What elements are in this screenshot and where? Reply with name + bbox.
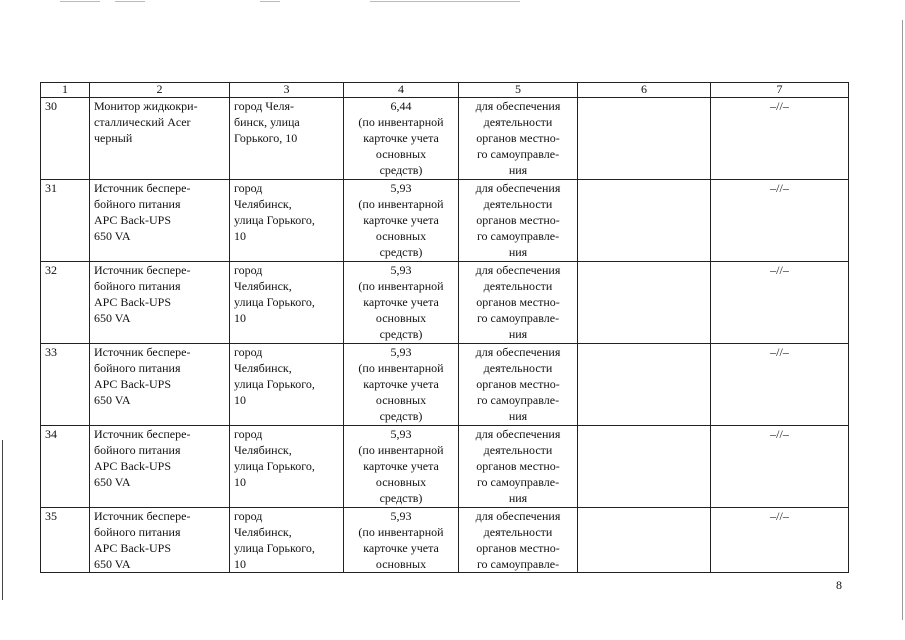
- cell-line: APC Back-UPS: [94, 459, 172, 473]
- cell-line: карточке учета: [363, 377, 439, 391]
- cell-line: (по инвентарной: [358, 115, 444, 129]
- cell-line: 650 VA: [94, 557, 131, 571]
- cell-text: 32: [45, 263, 57, 277]
- cell-line: 10: [234, 475, 246, 489]
- cell-line: 10: [234, 393, 246, 407]
- cell-line: бойного питания: [94, 361, 181, 375]
- column-header-2: 2: [90, 83, 230, 98]
- cell-line: улица Горького,: [234, 295, 315, 309]
- item-column-6-cell: [578, 180, 711, 262]
- item-number-cell: [41, 180, 90, 262]
- cell-line: 650 VA: [94, 229, 131, 243]
- item-purpose-cell: [459, 98, 578, 180]
- cell-line: средств): [379, 327, 423, 341]
- item-number-cell: [41, 98, 90, 180]
- cell-line: деятельности: [483, 443, 553, 457]
- cell-line: го самоуправле-: [476, 229, 560, 243]
- item-cost-cell: [344, 426, 459, 508]
- cell-line: ния: [508, 245, 528, 259]
- cell-line: 5,93: [390, 427, 412, 441]
- cell-line: карточке учета: [363, 131, 439, 145]
- item-column-6-cell: [578, 98, 711, 180]
- cell-line: деятельности: [483, 197, 553, 211]
- cell-line: Источник беспере-: [94, 263, 191, 277]
- cell-line: для обеспечения: [475, 99, 561, 113]
- cell-line: черный: [94, 131, 133, 145]
- cell-line: город Челя-: [234, 99, 295, 113]
- item-cost-cell: [344, 180, 459, 262]
- cell-line: ния: [508, 163, 528, 177]
- cell-line: 5,93: [390, 509, 412, 523]
- cell-line: 650 VA: [94, 393, 131, 407]
- table-row: [41, 344, 849, 426]
- cell-line: органов местно-: [476, 295, 560, 309]
- item-purpose-cell: [459, 344, 578, 426]
- cell-line: для обеспечения: [475, 345, 561, 359]
- item-name-cell: [90, 262, 230, 344]
- cell-line: для обеспечения: [475, 181, 561, 195]
- item-address-cell: [230, 98, 344, 180]
- cell-line: деятельности: [483, 361, 553, 375]
- item-purpose-cell: [459, 180, 578, 262]
- cell-line: основных: [375, 393, 427, 407]
- cell-line: для обеспечения: [475, 263, 561, 277]
- cell-line: бойного питания: [94, 279, 181, 293]
- item-address-cell: [230, 508, 344, 573]
- cell-line: органов местно-: [476, 377, 560, 391]
- cell-line: ния: [508, 409, 528, 423]
- cell-line: 5,93: [390, 263, 412, 277]
- scan-artifact-right-edge: [902, 20, 903, 620]
- cell-line: основных: [375, 311, 427, 325]
- column-header-7: 7: [711, 83, 849, 98]
- item-note-cell: [711, 344, 849, 426]
- cell-line: органов местно-: [476, 541, 560, 555]
- cell-line: 10: [234, 229, 246, 243]
- cell-line: средств): [379, 409, 423, 423]
- cell-line: карточке учета: [363, 541, 439, 555]
- cell-line: го самоуправле-: [476, 311, 560, 325]
- cell-text: 31: [45, 181, 57, 195]
- scan-artifact-top: [0, 0, 905, 4]
- cell-line: Источник беспере-: [94, 345, 191, 359]
- item-cost-cell: [344, 98, 459, 180]
- scan-artifact-left-edge: [2, 440, 3, 600]
- cell-line: основных: [375, 229, 427, 243]
- cell-line: бойного питания: [94, 443, 181, 457]
- cell-line: го самоуправле-: [476, 393, 560, 407]
- cell-line: Горького, 10: [234, 131, 298, 145]
- item-number-cell: [41, 344, 90, 426]
- table-row: [41, 180, 849, 262]
- cell-line: 650 VA: [94, 311, 131, 325]
- item-address-cell: [230, 262, 344, 344]
- cell-line: основных: [375, 557, 427, 571]
- cell-line: APC Back-UPS: [94, 377, 172, 391]
- item-purpose-cell: [459, 426, 578, 508]
- cell-line: APC Back-UPS: [94, 541, 172, 555]
- item-number-cell: [41, 426, 90, 508]
- cell-line: органов местно-: [476, 459, 560, 473]
- item-purpose-cell: [459, 262, 578, 344]
- cell-text: 33: [45, 345, 57, 359]
- cell-line: для обеспечения: [475, 509, 561, 523]
- cell-text: –//–: [770, 181, 789, 195]
- cell-line: Челябинск,: [234, 525, 292, 539]
- cell-line: (по инвентарной: [358, 443, 444, 457]
- column-header-3: 3: [230, 83, 344, 98]
- cell-line: органов местно-: [476, 131, 560, 145]
- cell-text: –//–: [770, 427, 789, 441]
- cell-line: для обеспечения: [475, 427, 561, 441]
- cell-line: Челябинск,: [234, 279, 292, 293]
- cell-text: –//–: [770, 345, 789, 359]
- cell-line: деятельности: [483, 279, 553, 293]
- table-row: [41, 426, 849, 508]
- item-address-cell: [230, 344, 344, 426]
- cell-line: (по инвентарной: [358, 361, 444, 375]
- cell-line: сталлический Acer: [94, 115, 191, 129]
- item-number-cell: [41, 508, 90, 573]
- cell-line: го самоуправле-: [476, 475, 560, 489]
- item-cost-cell: [344, 262, 459, 344]
- page-number: 8: [836, 578, 842, 592]
- item-note-cell: [711, 262, 849, 344]
- cell-line: Источник беспере-: [94, 509, 191, 523]
- cell-line: APC Back-UPS: [94, 295, 172, 309]
- table-row: [41, 98, 849, 180]
- item-name-cell: [90, 180, 230, 262]
- cell-line: (по инвентарной: [358, 525, 444, 539]
- inventory-table: [40, 82, 849, 573]
- cell-text: –//–: [770, 509, 789, 523]
- item-name-cell: [90, 98, 230, 180]
- item-cost-cell: [344, 344, 459, 426]
- item-cost-cell: [344, 508, 459, 573]
- cell-text: 34: [45, 427, 57, 441]
- cell-line: средств): [379, 163, 423, 177]
- cell-line: Челябинск,: [234, 197, 292, 211]
- cell-line: улица Горького,: [234, 541, 315, 555]
- cell-line: 5,93: [390, 345, 412, 359]
- cell-text: 35: [45, 509, 57, 523]
- item-number-cell: [41, 262, 90, 344]
- item-name-cell: [90, 426, 230, 508]
- cell-line: Источник беспере-: [94, 427, 191, 441]
- cell-line: (по инвентарной: [358, 197, 444, 211]
- cell-line: город: [234, 345, 263, 359]
- cell-line: 10: [234, 311, 246, 325]
- item-note-cell: [711, 426, 849, 508]
- cell-line: 6,44: [390, 99, 412, 113]
- cell-line: 10: [234, 557, 246, 571]
- cell-line: основных: [375, 475, 427, 489]
- cell-line: улица Горького,: [234, 213, 315, 227]
- cell-line: бойного питания: [94, 525, 181, 539]
- table-body: [41, 98, 849, 573]
- cell-line: город: [234, 509, 263, 523]
- item-column-6-cell: [578, 262, 711, 344]
- cell-line: деятельности: [483, 115, 553, 129]
- item-note-cell: [711, 508, 849, 573]
- item-note-cell: [711, 180, 849, 262]
- cell-line: улица Горького,: [234, 459, 315, 473]
- cell-line: Источник беспере-: [94, 181, 191, 195]
- cell-text: 30: [45, 99, 57, 113]
- cell-line: бойного питания: [94, 197, 181, 211]
- table-row: [41, 508, 849, 573]
- cell-line: органов местно-: [476, 213, 560, 227]
- cell-line: улица Горького,: [234, 377, 315, 391]
- cell-line: бинск, улица: [234, 115, 300, 129]
- cell-line: карточке учета: [363, 213, 439, 227]
- cell-line: 5,93: [390, 181, 412, 195]
- column-header-6: 6: [578, 83, 711, 98]
- cell-line: средств): [379, 491, 423, 505]
- item-note-cell: [711, 98, 849, 180]
- cell-line: ния: [508, 327, 528, 341]
- cell-line: го самоуправле-: [476, 557, 560, 571]
- column-number-row: [41, 83, 849, 98]
- cell-line: город: [234, 427, 263, 441]
- table-row: [41, 262, 849, 344]
- cell-text: –//–: [770, 263, 789, 277]
- cell-line: го самоуправле-: [476, 147, 560, 161]
- cell-line: карточке учета: [363, 459, 439, 473]
- cell-line: средств): [379, 245, 423, 259]
- cell-line: основных: [375, 147, 427, 161]
- cell-line: Монитор жидкокри-: [94, 99, 198, 113]
- cell-line: 650 VA: [94, 475, 131, 489]
- cell-line: Челябинск,: [234, 443, 292, 457]
- cell-line: город: [234, 181, 263, 195]
- cell-line: Челябинск,: [234, 361, 292, 375]
- cell-line: (по инвентарной: [358, 279, 444, 293]
- item-address-cell: [230, 180, 344, 262]
- cell-line: карточке учета: [363, 295, 439, 309]
- item-address-cell: [230, 426, 344, 508]
- item-name-cell: [90, 508, 230, 573]
- cell-line: деятельности: [483, 525, 553, 539]
- column-header-4: 4: [344, 83, 459, 98]
- cell-line: APC Back-UPS: [94, 213, 172, 227]
- item-column-6-cell: [578, 344, 711, 426]
- item-name-cell: [90, 344, 230, 426]
- cell-text: –//–: [770, 99, 789, 113]
- cell-line: ния: [508, 491, 528, 505]
- item-column-6-cell: [578, 508, 711, 573]
- column-header-1: 1: [41, 83, 90, 98]
- cell-line: город: [234, 263, 263, 277]
- item-column-6-cell: [578, 426, 711, 508]
- column-header-5: 5: [459, 83, 578, 98]
- item-purpose-cell: [459, 508, 578, 573]
